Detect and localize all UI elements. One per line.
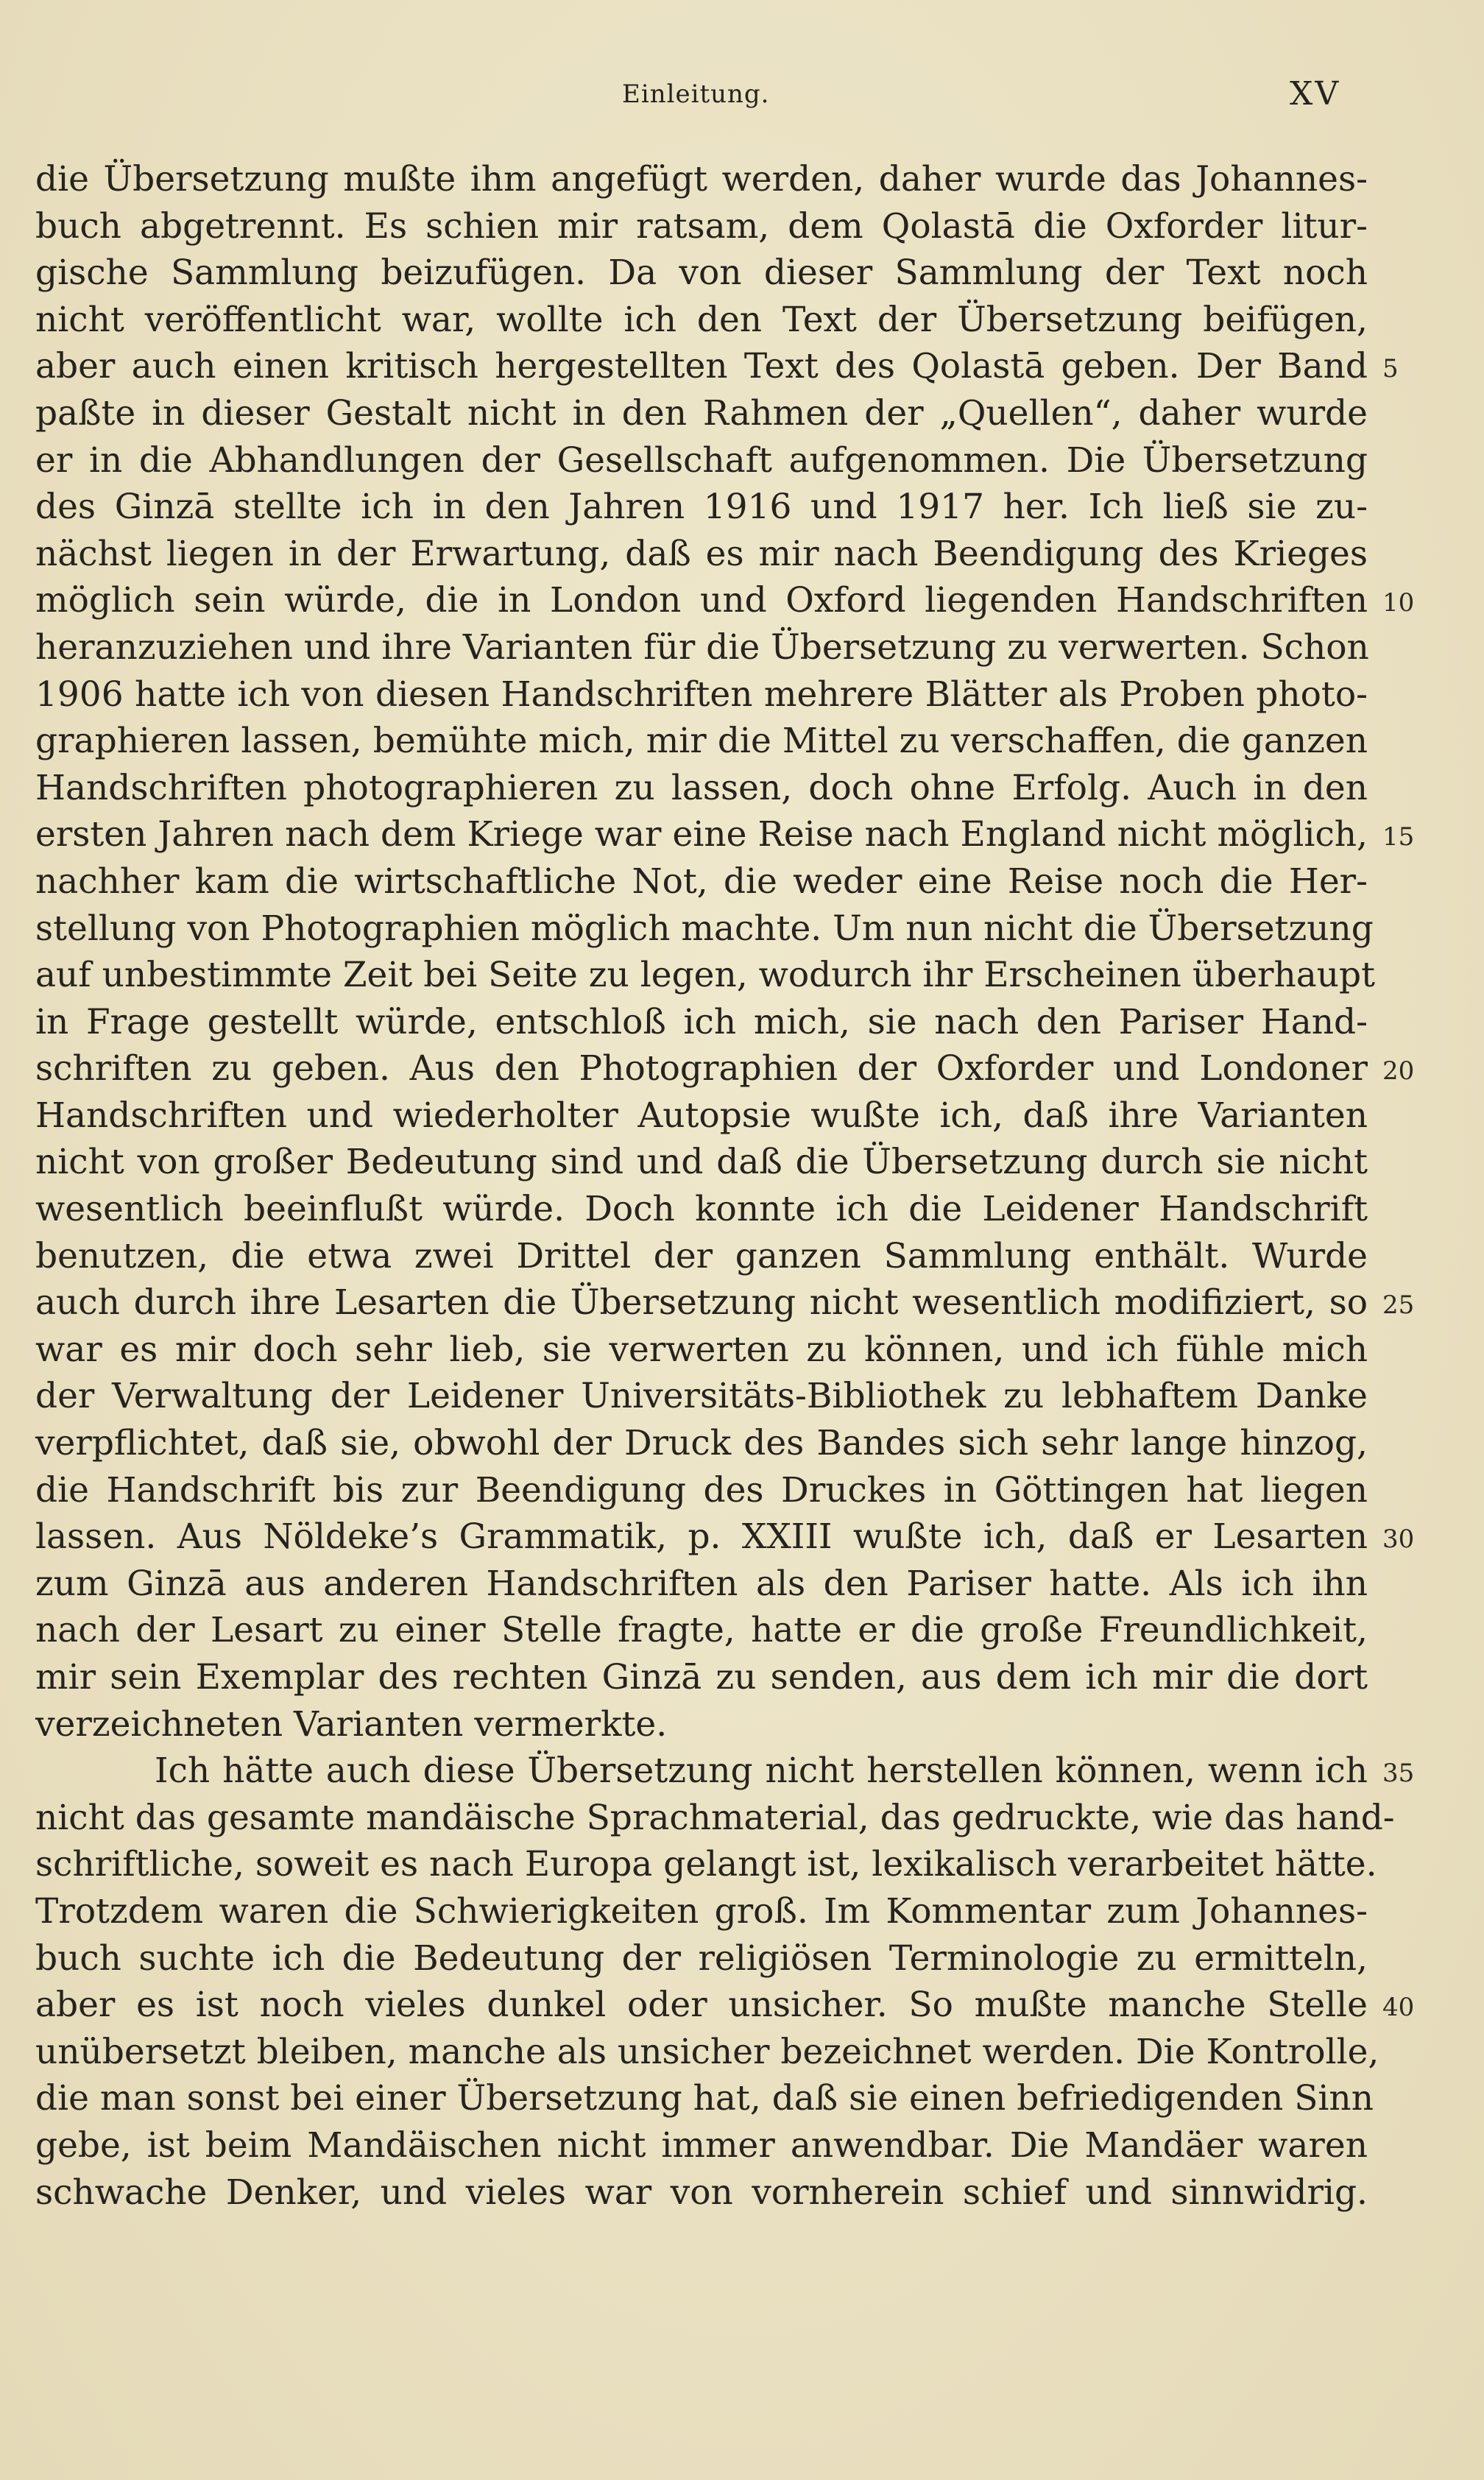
line-text: Ich hätte auch diese Übersetzung nicht herstellen können, wenn ich [155, 1751, 1368, 1792]
line-number: 40 [1382, 1993, 1415, 2023]
page-number: XV [1290, 75, 1341, 113]
body-text [35, 156, 1415, 2216]
text-line [35, 1935, 1382, 1982]
line-text: buch suchte ich die Bedeutung der religiösen Terminologie zu ermitteln, [35, 1937, 1368, 1979]
line-number: 20 [1382, 1056, 1415, 1087]
line-text: nächst liegen in der Erwartung, daß es mir nach Beendigung des Krieges [35, 533, 1368, 574]
line-text: Handschriften und wiederholter Autopsie wußte ich, daß ihre Varianten [35, 1095, 1368, 1136]
line-text: schwache Denker, und vieles war von vornherein schief und sinnwidrig. [35, 2172, 1368, 2213]
line-text: aber es ist noch vieles dunkel oder unsicher. So mußte manche Stelle [35, 1985, 1368, 2026]
text-line [35, 765, 1382, 812]
line-text: Handschriften photographieren zu lassen, doch ohne Erfolg. Auch in den [35, 767, 1368, 808]
text-line [35, 1420, 1382, 1467]
text-line [35, 1841, 1382, 1888]
line-text: nicht von großer Bedeutung sind und daß die Übersetzung durch sie nicht [35, 1142, 1368, 1183]
line-text: nicht veröffentlicht war, wollte ich den Text der Übersetzung beifügen, [35, 299, 1368, 340]
line-text: er in die Abhandlungen der Gesellschaft aufgenommen. Die Übersetzung [35, 439, 1368, 481]
line-text: benutzen, die etwa zwei Drittel der ganzen Sammlung enthält. Wurde [35, 1235, 1368, 1276]
line-text: paßte in dieser Gestalt nicht in den Rahmen der „Quellen“, daher wurde [35, 392, 1368, 434]
text-line [35, 1561, 1382, 1608]
line-text: möglich sein würde, die in London und Oxford liegenden Handschriften [35, 580, 1368, 621]
line-text: verzeichneten Varianten vermerkte. [35, 1703, 668, 1745]
text-line [35, 811, 1415, 858]
text-line [35, 577, 1415, 624]
line-text: auf unbestimmte Zeit bei Seite zu legen, wodurch ihr Erscheinen überhaupt [35, 955, 1376, 996]
line-text: die Übersetzung mußte ihm angefügt werden, daher wurde das Johannes- [35, 159, 1368, 199]
text-line [35, 1654, 1382, 1701]
line-text: schriftliche, soweit es nach Europa gelangt ist, lexikalisch verarbeitet hätte. [35, 1844, 1377, 1885]
line-text: Trotzdem waren die Schwierigkeiten groß. Im Kommentar zum Johannes- [35, 1890, 1368, 1932]
text-line [35, 1888, 1382, 1935]
line-text: buch abgetrennt. Es schien mir ratsam, dem Qolastā die Oxforder litur- [35, 205, 1368, 247]
line-text: graphieren lassen, bemühte mich, mir die Mittel zu verschaffen, die ganzen [35, 721, 1368, 762]
running-head [0, 75, 1484, 124]
line-text: war es mir doch sehr lieb, sie verwerten zu können, und ich fühle mich [35, 1329, 1368, 1370]
text-line [35, 531, 1382, 578]
line-number: 10 [1382, 588, 1415, 618]
line-text: schriften zu geben. Aus den Photographien der Oxforder und Londoner [35, 1048, 1368, 1089]
text-line [35, 437, 1382, 484]
text-line [35, 1513, 1415, 1561]
line-text: die Handschrift bis zur Beendigung des Druckes in Göttingen hat liegen [35, 1469, 1368, 1511]
line-text: wesentlich beeinflußt würde. Doch konnte ich die Leidener Handschrift [35, 1189, 1368, 1230]
text-line [35, 1607, 1382, 1654]
text-line [35, 1045, 1415, 1092]
line-text: gebe, ist beim Mandäischen nicht immer anwendbar. Die Mandäer waren [35, 2124, 1368, 2166]
text-line [35, 2169, 1382, 2216]
text-line [35, 1748, 1415, 1795]
text-line [35, 718, 1382, 765]
line-text: stellung von Photographien möglich machte. Um nun nicht die Übersetzung [35, 908, 1374, 949]
text-line [35, 250, 1382, 297]
text-line [35, 484, 1382, 531]
text-line [35, 343, 1399, 390]
text-line [35, 1186, 1382, 1233]
line-text: der Verwaltung der Leidener Universitäts-Bibliothek zu lebhaftem Danke [35, 1376, 1368, 1417]
text-line [35, 671, 1382, 718]
line-text: aber auch einen kritisch hergestellten Text des Qolastā geben. Der Band [35, 346, 1368, 387]
line-text: die man sonst bei einer Übersetzung hat, daß sie einen befriedigenden Sinn [35, 2078, 1374, 2119]
line-text: nicht das gesamte mandäische Sprachmaterial, das gedruckte, wie das hand- [35, 1797, 1395, 1838]
line-text: gische Sammlung beizufügen. Da von dieser Sammlung der Text noch [35, 252, 1368, 294]
text-line [35, 2075, 1382, 2122]
line-number: 30 [1382, 1525, 1415, 1555]
text-line [35, 905, 1382, 953]
line-text: nachher kam die wirtschaftliche Not, die weder eine Reise noch die Her- [35, 861, 1368, 902]
line-text: unübersetzt bleiben, manche als unsicher bezeichnet werden. Die Kontrolle, [35, 2031, 1379, 2072]
text-line [35, 1982, 1415, 2029]
text-line [35, 1092, 1382, 1140]
line-text: 1906 hatte ich von diesen Handschriften mehrere Blätter als Proben photo- [35, 674, 1368, 715]
line-number: 5 [1382, 354, 1399, 384]
text-line [35, 999, 1382, 1046]
text-line [35, 1233, 1382, 1280]
line-text: heranzuziehen und ihre Varianten für die Übersetzung zu verwerten. Schon [35, 626, 1369, 668]
line-number: 35 [1382, 1759, 1415, 1789]
line-number: 15 [1382, 822, 1415, 852]
line-text: auch durch ihre Lesarten die Übersetzung nicht wesentlich modifiziert, so [35, 1282, 1368, 1324]
line-number: 25 [1382, 1290, 1415, 1321]
line-text: nach der Lesart zu einer Stelle fragte, hatte er die große Freundlichkeit, [35, 1610, 1368, 1651]
text-line [35, 2029, 1382, 2076]
text-line [35, 1467, 1382, 1514]
line-text: des Ginzā stellte ich in den Jahren 1916 und 1917 her. Ich ließ sie zu- [35, 487, 1368, 528]
text-line [35, 390, 1382, 437]
line-text: mir sein Exemplar des rechten Ginzā zu senden, aus dem ich mir die dort [35, 1657, 1368, 1698]
text-line [35, 2122, 1382, 2169]
text-line [35, 624, 1382, 671]
line-text: zum Ginzā aus anderen Handschriften als den Pariser hatte. Als ich ihn [35, 1563, 1368, 1604]
text-line [35, 1139, 1382, 1186]
text-line [35, 1326, 1382, 1374]
text-line [35, 156, 1382, 203]
text-line [35, 952, 1382, 999]
line-text: in Frage gestellt würde, entschloß ich mich, sie nach den Pariser Hand- [35, 1001, 1368, 1042]
line-text: verpflichtet, daß sie, obwohl der Druck des Bandes sich sehr lange hinzog, [35, 1423, 1368, 1464]
text-line [35, 1795, 1395, 1842]
line-text: ersten Jahren nach dem Kriege war eine Reise nach England nicht möglich, [35, 814, 1368, 855]
text-line [35, 858, 1382, 905]
text-line [35, 297, 1382, 344]
text-line [35, 1373, 1382, 1420]
line-text: lassen. Aus Nöldeke’s Grammatik, p. XXIII wußte ich, daß er Lesarten [35, 1516, 1368, 1558]
text-line [35, 1701, 1382, 1748]
text-line [35, 203, 1382, 250]
text-line [35, 1279, 1415, 1326]
running-head-title: Einleitung. [622, 80, 770, 109]
